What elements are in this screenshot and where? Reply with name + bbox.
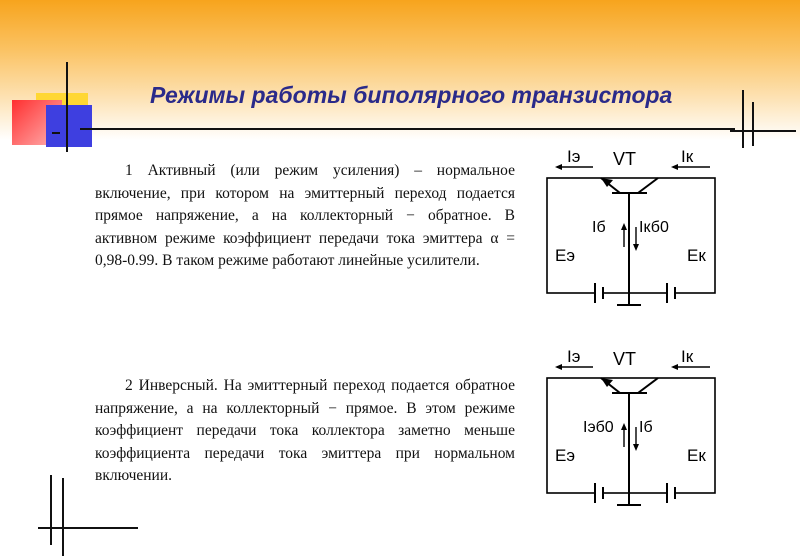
slide-title: Режимы работы биполярного транзистора <box>150 82 673 108</box>
title-underline <box>80 128 735 130</box>
decor-line <box>38 527 138 529</box>
label-iebo: Iэб0 <box>583 419 614 436</box>
paragraph-text: Активный (или режим усиления) – нормальное включение, при котором на эмиттерный переход подается прямое напряжение, а на коллекторный − обратное. В активном режиме коэффициент передачи тока эмиттера α = 0,98-0.99. В таком режиме работают линейные усилители. <box>95 162 515 270</box>
label-vt: VT <box>613 149 637 169</box>
label-ie: Iэ <box>567 347 581 366</box>
label-ee: Eэ <box>555 446 576 465</box>
transistor-circuit-active <box>535 135 725 315</box>
decor-line <box>62 478 64 556</box>
paragraph-active-mode <box>95 160 515 273</box>
paragraph-number: 1 <box>125 162 133 179</box>
decor-line <box>752 102 754 146</box>
label-ib: Iб <box>639 419 653 436</box>
label-ek: Eк <box>687 446 706 465</box>
label-ikb0: Iкб0 <box>639 219 669 236</box>
decor-line <box>50 475 52 545</box>
label-ik: Iк <box>681 347 694 366</box>
decor-line <box>730 130 796 132</box>
label-ek: Eк <box>687 246 706 265</box>
label-ee: Eэ <box>555 246 576 265</box>
label-ib: Iб <box>592 219 606 236</box>
label-ik: Iк <box>681 147 694 166</box>
decor-blue-square <box>46 105 92 147</box>
paragraph-inverse-mode <box>95 375 515 488</box>
decor-line <box>52 132 60 134</box>
paragraph-number: 2 <box>125 377 133 394</box>
paragraph-text: Инверсный. На эмиттерный переход подается обратное напряжение, а на коллекторный − прямое. В этом режиме коэффициент передачи тока коллектора заметно меньше коэффициента передачи тока эмиттера при нормальном включении. <box>95 377 515 485</box>
label-ie: Iэ <box>567 147 581 166</box>
label-vt: VT <box>613 349 637 369</box>
transistor-circuit-inverse <box>535 335 725 515</box>
decor-line <box>66 62 68 152</box>
header-gradient <box>0 0 800 140</box>
